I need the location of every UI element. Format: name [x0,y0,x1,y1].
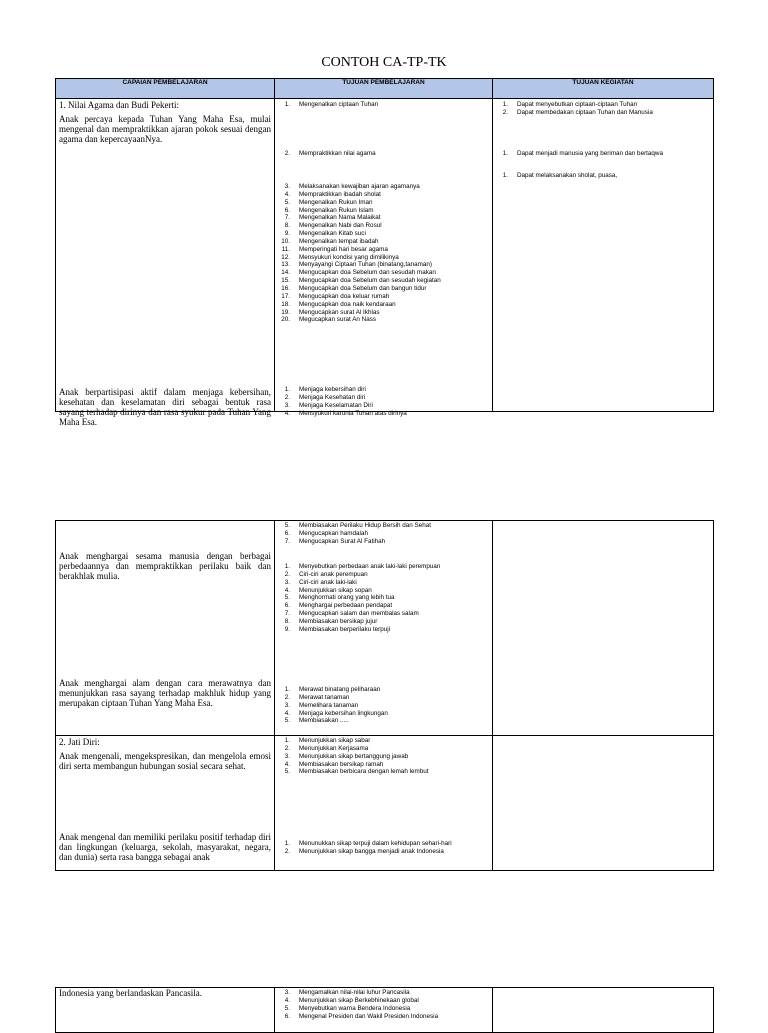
list-item-text: Ciri-ciri anak perempuan [299,570,368,578]
list-item-number: 17. [281,292,290,300]
list-item [275,191,490,199]
list-item [275,626,490,634]
list-item [493,101,711,109]
list-item [275,761,490,769]
list-item [275,386,490,394]
list-item-number: 3. [284,578,290,586]
list-item-number: 18. [281,300,290,308]
list-item-text: Mengucapkan hamdalah [299,529,368,537]
list-item-text: Menunjukkan sikap bertanggung jawab [299,752,409,760]
list-item-text: Membiasakan berbicara dengan lemah lembut [299,768,429,776]
list-item-number: 2. [284,693,290,701]
tp-list [275,840,490,856]
list-item-text: Menghargai perbedaan pendapat [299,602,393,610]
list-item [493,109,711,117]
list-item-number: 1. [284,563,290,570]
list-item-text: Mengenalkan Nabi dan Rosul [299,222,382,230]
tujuan-pembelajaran-cell-1 [275,99,493,417]
list-item [275,301,490,309]
tujuan-pembelajaran-cell-3 [275,736,493,871]
list-item-number: 5. [284,594,290,602]
list-item [493,150,711,158]
list-item-number: 8. [284,222,290,230]
list-item-text: Mengenalkan tempat ibadah [299,237,379,245]
list-item-number: 3. [284,752,290,760]
list-item [275,101,490,109]
list-item-number: 1. [502,172,508,179]
tp-list [275,563,490,634]
ca-tp-table-page2 [55,520,714,871]
tk-list [493,101,711,117]
list-item-text: Membiasakan berperilaku terpuji [299,625,391,633]
tp-list [275,686,490,725]
list-item-number: 6. [284,206,290,214]
list-item [275,522,490,530]
tp-list [275,386,490,417]
list-item [275,150,490,158]
list-item [275,587,490,595]
list-item [275,293,490,301]
tk-list [493,150,711,158]
list-item [275,702,490,710]
capaian-text: Anak mengenali, mengekspresikan, dan mengelola emosi diri serta membangun hubungan sosial secara sehat. [59,751,271,771]
list-item-text: Dapat menyebutkan ciptaan-ciptaan Tuhan [517,101,638,108]
tujuan-kegiatan-cell-3 [493,736,714,871]
list-item [275,538,490,546]
list-item-text: Mengenalkan ciptaan Tuhan [299,101,379,108]
list-item [275,222,490,230]
list-item [275,309,490,317]
list-item-number: 6. [284,602,290,610]
list-item [275,394,490,402]
list-item-text: Mengucapkan surat Al Ikhlas [299,308,380,316]
list-item [275,207,490,215]
capaian-cell-1 [56,99,275,427]
list-item [275,230,490,238]
tp-list [275,101,490,109]
ca-tp-table-page1 [55,78,714,427]
capaian-text: Anak menghargai alam dengan cara merawatnya dan menunjukkan rasa sayang terhadap makhluk hidup yang merupakan ciptaan Tuhan Yang Maha Esa. [59,678,271,708]
list-item-text: Menyayangi Ciptaan Tuhan (binatang,tanaman) [299,261,433,269]
section-heading-agama: 1. Nilai Agama dan Budi Pekerti: [59,100,179,110]
ca-tp-table-page3 [55,987,714,1033]
list-item-number: 20. [281,316,290,324]
capaian-text: Anak mengenal dan memiliki perilaku positif terhadap diri dan lingkungan (keluarga, sekolah, masyarakat, negara, dan dunia) serta rasa bangga sebagai anak [59,832,271,862]
list-item [275,269,490,277]
header-tujuan-pembelajaran: TUJUAN PEMBELAJARAN [275,79,493,99]
capaian-text: Anak berpartisipasi aktif dalam menjaga kebersihan, kesehatan dan keselamatan diri sebagai bentuk rasa sayang terhadap dirinya dan rasa syukur pada Tuhan Yang Maha Esa. [59,387,271,427]
capaian-cell-3 [56,736,275,871]
list-item [275,602,490,610]
tp-list [275,183,490,324]
list-item-text: Dapat melaksanakan sholat, puasa, [517,172,618,179]
list-item-text: Mengamalkan nilai-nilai luhur Pancasila [299,989,410,996]
list-item-text: Memelihara tanaman [299,701,359,709]
list-item-text: Megucapkan surat An Nass [299,316,377,324]
list-item-text: Mempraktikkan ibadah sholat [299,190,381,198]
list-item-number: 15. [281,277,290,285]
list-item-number: 4. [284,760,290,768]
list-item-number: 3. [284,183,290,190]
list-item [275,710,490,718]
list-item-number: 3. [284,701,290,709]
tp-list [275,989,490,1020]
list-item-number: 9. [284,625,290,633]
list-item-text: Mengucapkan doa naik kendaraan [299,300,396,308]
list-item-number: 5. [284,768,290,776]
list-item [275,246,490,254]
list-item [275,563,490,571]
list-item-number: 6. [284,529,290,537]
list-item-text: Menunjukkan sikap sabar [299,737,371,744]
list-item-text: Melaksanakan kewajiban ajaran agamanya [299,183,420,190]
list-item-number: 3. [284,989,290,996]
list-item-text: Mengenal Presiden dan Wakil Presiden Indonesia [299,1012,439,1020]
tp-list [275,737,490,776]
tujuan-kegiatan-cell-1 [493,99,714,412]
list-item-number: 14. [281,269,290,277]
list-item [275,768,490,776]
list-item [275,745,490,753]
list-item [275,1005,490,1013]
list-item [275,277,490,285]
list-item-number: 2. [284,570,290,578]
tk-list [493,172,711,180]
list-item [275,402,490,410]
list-item [275,183,490,191]
header-capaian: CAPAIAN PEMBELAJARAN [56,79,275,99]
list-item-number: 5. [284,198,290,206]
list-item-text: Membiasakan bersikap jujur [299,617,378,625]
list-item-number: 2. [502,108,508,116]
list-item [275,410,490,418]
list-item [275,1013,490,1021]
list-item-number: 4. [284,709,290,717]
list-item-number: 1. [284,737,290,744]
list-item [275,618,490,626]
list-item-number: 1. [284,386,290,393]
list-item [275,989,490,997]
list-item-text: Mengucapkan doa keluar rumah [299,292,390,300]
list-item-number: 1. [284,686,290,693]
capaian-text: Anak menghargai sesama manusia dengan berbagai perbedaannya dan mempraktikkan perilaku baik dan berakhlak mulia. [59,551,271,581]
list-item-text: Menunjukkan sikap bangga menjadi anak Indonesia [299,847,444,855]
list-item-number: 3. [284,401,290,409]
list-item-text: Membiasakan Perilaku Hidup Bersih dan Sehat [299,522,431,529]
list-item [275,579,490,587]
list-item-number: 5. [284,522,290,529]
list-item-text: Menjaga kebersihan lingkungan [299,709,388,717]
list-item-number: 2. [284,744,290,752]
list-item-text: Menjaga kebersihan diri [299,386,366,393]
list-item [275,753,490,761]
list-item-number: 19. [281,308,290,316]
list-item-number: 7. [284,214,290,222]
list-item-number: 5. [284,1004,290,1012]
list-item-text: Mengenalkan Nama Malaikat [299,214,381,222]
list-item-number: 1. [284,840,290,847]
list-item [275,199,490,207]
header-tujuan-kegiatan: TUJUAN KEGIATAN [493,79,714,99]
list-item [275,261,490,269]
list-item-text: Menunjukkan sikap sopan [299,586,372,594]
tujuan-kegiatan-cell-2 [493,521,714,736]
tujuan-kegiatan-cell-4 [493,988,714,1033]
tp-list [275,150,490,158]
list-item-text: Menghormati orang yang lebih tua [299,594,395,602]
list-item-text: Mengucapkan salam dan membalas salam [299,610,419,618]
capaian-text: Indonesia yang berlandaskan Pancasila. [59,988,202,998]
list-item-number: 6. [284,1012,290,1020]
capaian-cell-4 [56,988,275,1033]
list-item-text: Menjaga Kesehatan diri [299,393,366,401]
list-item-text: Dapat membedakan ciptaan Tuhan dan Manusia [517,108,653,116]
list-item-number: 2. [284,150,290,157]
list-item [275,285,490,293]
list-item-number: 5. [284,717,290,725]
list-item [275,316,490,324]
list-item-number: 2. [284,393,290,401]
list-item-text: Mengucapkan doa Sebelum dan bangun tidur [299,284,427,292]
list-item-text: Membiasakan ..... [299,717,349,725]
list-item-number: 4. [284,586,290,594]
list-item-text: Mensyukuri kondisi yang dimilikinya [299,253,399,261]
list-item-number: 1. [502,101,508,108]
section-heading-jati-diri: 2. Jati Diri: [59,737,100,747]
list-item-number: 10. [281,237,290,245]
list-item-text: Mensyukuri karunia Tuhan atas dirinya [299,409,407,417]
list-item-number: 16. [281,284,290,292]
list-item-text: Merawat tanaman [299,693,350,701]
list-item-text: Memperingati hari besar agama [299,245,388,253]
list-item-text: Mengenalkan Kitab suci [299,230,366,238]
list-item-number: 1. [284,101,290,108]
list-item [275,694,490,702]
list-item-text: Membiasakan bersikap ramah [299,760,384,768]
list-item [275,571,490,579]
list-item [275,848,490,856]
list-item-number: 7. [284,537,290,545]
list-item [275,610,490,618]
list-item-number: 4. [284,996,290,1004]
list-item-text: Menyebutkan perbedaan anak laki-laki perempuan [299,563,441,570]
list-item [275,686,490,694]
list-item-number: 9. [284,230,290,238]
list-item-number: 13. [281,261,290,269]
list-item [493,172,711,180]
list-item-text: Mengucapkan Surat Al Fatihah [299,537,386,545]
tujuan-pembelajaran-cell-2 [275,521,493,736]
list-item-text: Menyebutkan warna Bendera Indonesia [299,1004,411,1012]
list-item [275,997,490,1005]
list-item-number: 2. [284,847,290,855]
tp-list [275,522,490,546]
tujuan-pembelajaran-cell-4 [275,988,493,1033]
list-item-text: Mengucapkan doa Sebelum dan sesudah kegiatan [299,277,441,285]
list-item [275,254,490,262]
list-item-text: Menjaga Keselamatan Diri [299,401,373,409]
list-item-text: Mengenalkan Rukun Iman [299,198,373,206]
list-item [275,238,490,246]
list-item-text: Ciri-ciri anak laki-laki [299,578,357,586]
list-item-text: Mengucapkan doa Sebelum dan sesudah makan [299,269,436,277]
capaian-cell-2 [56,521,275,736]
list-item-number: 1. [502,150,508,157]
list-item-text: Menunukkan sikap terpuji dalam kehidupan sehari-hari [299,840,452,847]
list-item [275,594,490,602]
list-item-text: Mengenalkan Rukun Islam [299,206,374,214]
list-item [275,214,490,222]
list-item-text: Dapat menjadi manusia yang beriman dan bertaqwa [517,150,663,157]
document-title: CONTOH CA-TP-TK [321,55,447,70]
list-item-number: 7. [284,610,290,618]
list-item-text: Mempraktikkan nilai agama [299,150,376,157]
list-item-number: 4. [284,190,290,198]
list-item [275,737,490,745]
list-item-text: Menunjukkan Kerjasama [299,744,369,752]
list-item-number: 11. [281,245,290,253]
capaian-text: Anak percaya kepada Tuhan Yang Maha Esa, mulai mengenal dan mempraktikkan ajaran pokok sesuai dengan agama dan kepercayaanNya. [59,114,271,144]
list-item-text: Merawat binatang peliharaan [299,686,381,693]
list-item-text: Menunjukkan sikap Berkebhinekaan global [299,996,419,1004]
list-item [275,530,490,538]
list-item-number: 12. [281,253,290,261]
list-item-number: 8. [284,617,290,625]
list-item [275,840,490,848]
list-item [275,717,490,725]
list-item-number: 4. [284,409,290,417]
